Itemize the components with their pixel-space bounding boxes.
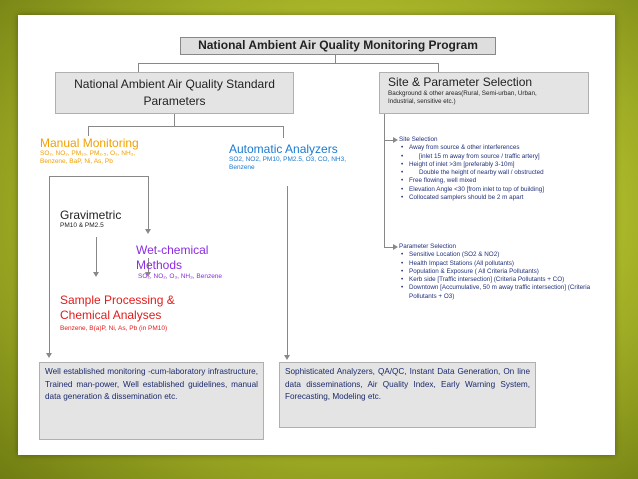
wetchem-line1: Wet-chemical xyxy=(136,243,209,257)
parameter-item: • Kerb side [Traffic intersection] (Criteria Pollutants + CO) xyxy=(399,276,609,284)
site-item: • Collocated samplers should be 2 m apart xyxy=(399,194,609,202)
site-box-sub1: Background & other areas(Rural, Semi-urban, Urban, xyxy=(388,90,537,97)
connector xyxy=(138,63,438,64)
connector xyxy=(88,126,284,127)
connector xyxy=(96,237,97,273)
manual-monitoring xyxy=(40,136,220,166)
site-box-title: Site & Parameter Selection xyxy=(388,75,533,89)
gravimetric-heading: Gravimetric xyxy=(60,208,122,222)
site-item: • Free flowing, well mixed xyxy=(399,177,609,185)
auto-heading: Automatic Analyzers xyxy=(229,142,338,156)
wetchem-params: SO₂, NO₂, O₃, NH₃, Benzene xyxy=(138,273,223,280)
arrow-down-icon xyxy=(46,353,52,358)
manual-summary-box xyxy=(39,362,264,440)
automatic-analyzers xyxy=(229,142,409,172)
program-title: National Ambient Air Quality Monitoring Program xyxy=(180,37,496,55)
connector xyxy=(88,126,89,136)
connector xyxy=(49,176,50,354)
arrow-right-icon xyxy=(393,244,398,250)
site-parameter-selection-box xyxy=(379,72,589,114)
site-item-cont: • [inlet 15 m away from source / traffic artery] xyxy=(399,153,609,161)
connector xyxy=(384,114,385,248)
connector xyxy=(174,114,175,126)
standard-line1: National Ambient Air Quality Standard xyxy=(74,77,275,91)
site-item: • Height of inlet >3m [preferably 3-10m] xyxy=(399,161,609,169)
wet-chemical xyxy=(136,243,286,281)
parameter-item: • Sensitive Location (SO2 & NO2) xyxy=(399,251,609,259)
sample-processing xyxy=(60,293,260,333)
parameter-selection xyxy=(399,243,609,301)
auto-params1: SO2, NO2, PM10, PM2.5, O3, CO, NH3, xyxy=(229,156,347,163)
connector xyxy=(283,126,284,138)
standard-line2: Parameters xyxy=(143,94,206,108)
standard-parameters-box xyxy=(55,72,294,114)
manual-summary: Well established monitoring -cum-laboratory infrastructure, Trained man-power, Well established guidelines, manual data generation & dissemination etc. xyxy=(45,367,258,401)
gravimetric-params: PM10 & PM2.5 xyxy=(60,222,104,229)
site-selection xyxy=(399,136,609,202)
sample-params: Benzene, B(a)P, Ni, As, Pb (in PM10) xyxy=(60,325,168,332)
parameter-selection-heading: Parameter Selection xyxy=(399,243,457,250)
auto-params2: Benzene xyxy=(229,164,255,171)
parameter-item: • Population & Exposure ( All Criteria Pollutants) xyxy=(399,268,609,276)
connector xyxy=(438,63,439,72)
connector xyxy=(335,55,336,63)
connector xyxy=(49,176,149,177)
manual-heading: Manual Monitoring xyxy=(40,136,139,150)
auto-summary-box xyxy=(279,362,536,428)
site-item: • Away from source & other interferences xyxy=(399,144,609,152)
site-selection-heading: Site Selection xyxy=(399,136,438,143)
manual-params1: SO₂, NO₂, PM₁₀, PM₂.₅, O₃, NH₃, xyxy=(40,150,136,157)
site-box-sub2: Industrial, sensitive etc.) xyxy=(388,98,456,105)
parameter-item: • Downtown [Accumulative, 50 m away traffic intersection] (Criteria Pollutants + O3) xyxy=(399,284,609,301)
site-item-cont: • Double the height of nearby wall / obstructed xyxy=(399,169,609,177)
arrow-right-icon xyxy=(393,137,398,143)
parameter-item: • Health Impact Stations (All pollutants) xyxy=(399,260,609,268)
sample-line2: Chemical Analyses xyxy=(60,308,162,322)
arrow-down-icon xyxy=(284,355,290,360)
site-item: • Elevation Angle <30 [from inlet to top of building] xyxy=(399,186,609,194)
gravimetric xyxy=(60,208,180,230)
wetchem-line2: Methods xyxy=(136,258,183,272)
sample-line1: Sample Processing & xyxy=(60,293,175,307)
arrow-down-icon xyxy=(93,272,99,277)
connector xyxy=(138,63,139,72)
connector xyxy=(287,186,288,356)
auto-summary: Sophisticated Analyzers, QA/QC, Instant Data Generation, On line data disseminations, Air Quality Index, Early Warning System, Forecasting, Modeling etc. xyxy=(285,367,530,401)
manual-params2: Benzene, BaP, Ni, As, Pb xyxy=(40,158,113,165)
slide xyxy=(18,15,615,455)
